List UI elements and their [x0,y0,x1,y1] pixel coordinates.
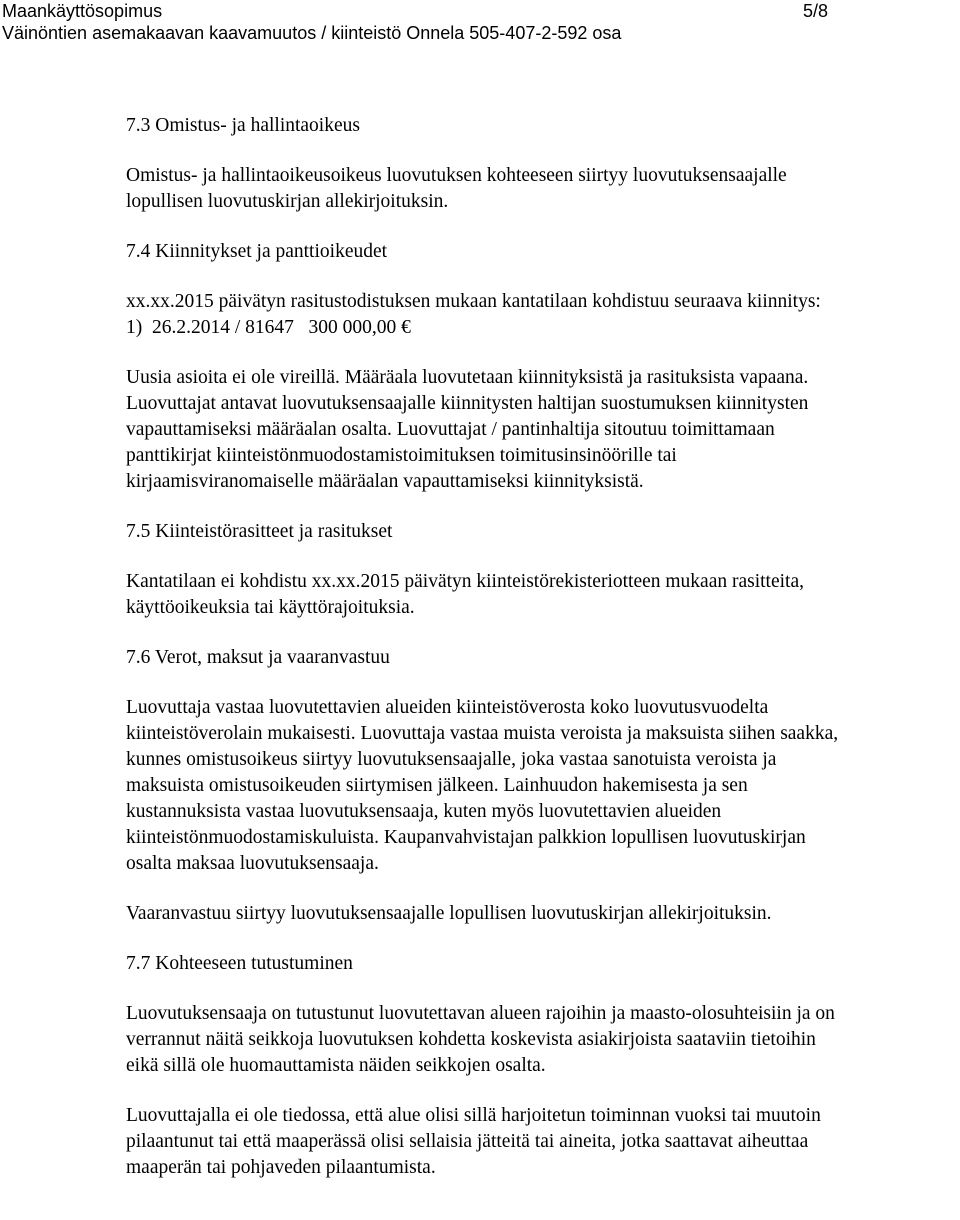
text-line: käyttöoikeuksia tai käyttörajoituksia. [126,597,415,618]
text-line: kirjaamisviranomaiselle määräalan vapauttamiseksi kiinnityksistä. [126,471,644,492]
mortgage-entry: 1) 26.2.2014 / 81647 300 000,00 € [126,317,411,338]
document-title: Maankäyttösopimus [2,1,163,21]
text-line: maaperän tai pohjaveden pilaantumista. [126,1157,436,1178]
paragraph-7-4-body [126,365,946,495]
text-line: vapauttamiseksi määräalan osalta. Luovuttajat / pantinhaltija sitoutuu toimittamaan [126,419,775,440]
paragraph-7-7-first [126,1001,946,1079]
paragraph-7-7-second [126,1103,946,1181]
section-heading-7-4: 7.4 Kiinnitykset ja panttioikeudet [126,241,388,262]
text-line: maksuista omistusoikeuden siirtymisen jälkeen. Lainhuudon hakemisesta ja sen [126,775,748,796]
text-line: Luovuttaja vastaa luovutettavien alueiden kiinteistöverosta koko luovutusvuodelta [126,697,769,718]
document-subtitle: Väinöntien asemakaavan kaavamuutos / kiinteistö Onnela 505-407-2-592 osa [2,23,622,43]
paragraph-7-6 [126,695,946,877]
text-line: Luovutuksensaaja on tutustunut luovutettavan alueen rajoihin ja maasto-olosuhteisiin ja on [126,1003,835,1024]
text-line: Uusia asioita ei ole vireillä. Määräala luovutetaan kiinnityksistä ja rasituksista vapaana. [126,367,809,388]
text-line: kiinteistöverolain mukaisesti. Luovuttaja vastaa muista veroista ja maksuista siihen saakka, [126,723,839,744]
text-line: kiinteistönmuodostamiskuluista. Kaupanvahvistajan palkkion lopullisen luovutuskirjan [126,827,806,848]
text-line: Vaaranvastuu siirtyy luovutuksensaajalle lopullisen luovutuskirjan allekirjoituksin. [126,903,772,924]
text-line: panttikirjat kiinteistönmuodostamistoimituksen toimitusinsinöörille tai [126,445,677,466]
text-line: kunnes omistusoikeus siirtyy luovutuksensaajalle, joka vastaa sanotuista veroista ja [126,749,777,770]
paragraph-7-3 [126,163,946,215]
section-heading-7-7: 7.7 Kohteeseen tutustuminen [126,953,353,974]
text-line: xx.xx.2015 päivätyn rasitustodistuksen mukaan kantatilaan kohdistuu seuraava kiinnitys: [126,291,821,312]
text-line: verrannut näitä seikkoja luovutuksen kohdetta koskevista asiakirjoista saataviin tietoihin [126,1029,816,1050]
text-line: Luovuttajalla ei ole tiedossa, että alue olisi sillä harjoitetun toiminnan vuoksi tai muutoin [126,1105,821,1126]
section-heading-7-6: 7.6 Verot, maksut ja vaaranvastuu [126,647,390,668]
text-line: pilaantunut tai että maaperässä olisi sellaisia jätteitä tai aineita, jotka saattavat aiheuttaa [126,1131,809,1152]
text-line: osalta maksaa luovutuksensaaja. [126,853,379,874]
section-heading-7-3: 7.3 Omistus- ja hallintaoikeus [126,115,360,136]
text-line: Kantatilaan ei kohdistu xx.xx.2015 päivätyn kiinteistörekisteriotteen mukaan rasitteita, [126,571,804,592]
section-heading-7-5: 7.5 Kiinteistörasitteet ja rasitukset [126,521,393,542]
text-line: lopullisen luovutuskirjan allekirjoituksin. [126,191,449,212]
text-line: Omistus- ja hallintaoikeusoikeus luovutuksen kohteeseen siirtyy luovutuksensaajalle [126,165,787,186]
text-line: Luovuttajat antavat luovutuksensaajalle kiinnitysten haltijan suostumuksen kiinnitysten [126,393,809,414]
page-number: 5/8 [802,1,828,21]
text-line: eikä sillä ole huomauttamista näiden seikkojen osalta. [126,1055,546,1076]
paragraph-7-5 [126,569,946,621]
paragraph-7-4-intro [126,289,946,341]
document-body [126,113,946,1205]
paragraph-7-6-risk [126,901,946,927]
text-line: kustannuksista vastaa luovutuksensaaja, kuten myös luovutettavien alueiden [126,801,722,822]
